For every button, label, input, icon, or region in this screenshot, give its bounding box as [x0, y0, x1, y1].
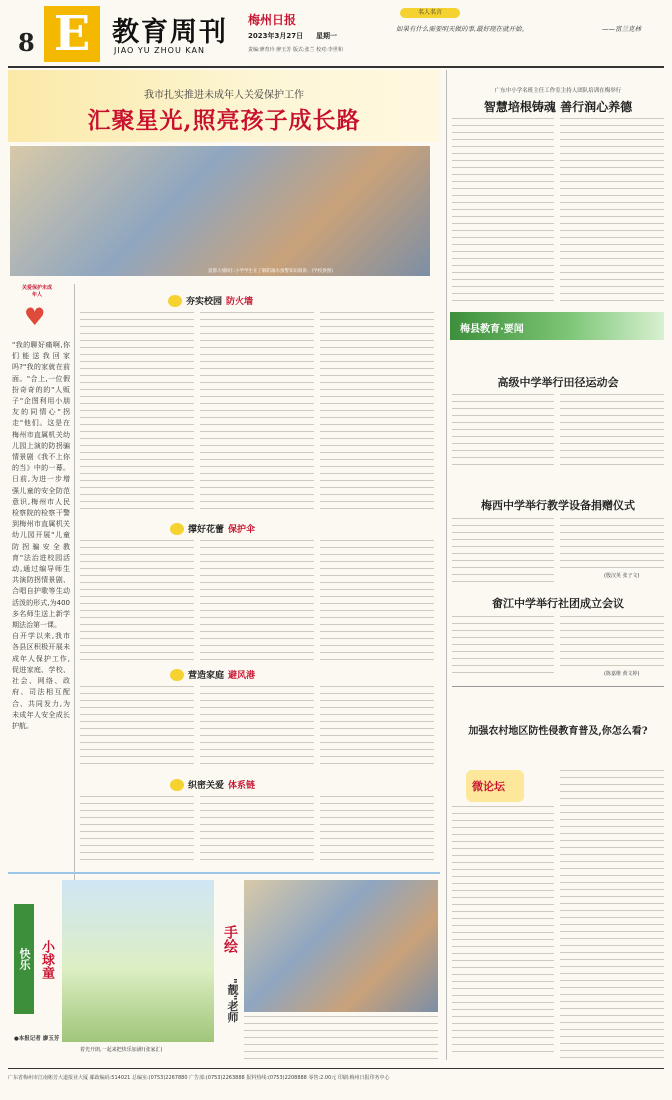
text-block: [560, 770, 664, 1058]
text-block: [200, 312, 314, 512]
subhead-care: 织密关爱 体系链: [170, 778, 255, 791]
text-block: [80, 686, 194, 766]
star-icon: [170, 669, 184, 681]
forum-tag: 微论坛: [472, 780, 505, 793]
hands-subtitle: "靓"老师: [226, 977, 239, 1023]
issue-date: 2023年3月27日: [248, 32, 304, 40]
text-block: [452, 806, 554, 1058]
masthead-rule: [8, 66, 664, 68]
divider: [8, 872, 440, 874]
news-2-title: 梅西中学举行教学设备捐赠仪式: [481, 499, 635, 512]
right-kicker: 广东中小学名班主任工作室主持人团队培训在梅举行: [494, 88, 622, 94]
motto-author: ——富兰克林: [602, 25, 641, 33]
motto-text: 如果有什么需要明天做的事,最好现在就开始。: [396, 25, 529, 33]
text-block: [200, 686, 314, 766]
main-kicker: 我市扎实推进未成年人关爱保护工作: [144, 90, 304, 101]
news-banner: [450, 312, 664, 340]
text-block: [560, 118, 664, 304]
text-block: [200, 796, 314, 864]
text-block: [452, 118, 554, 304]
text-block: [320, 312, 434, 512]
news-3-credit: (陈嘉维 黄文婷): [604, 671, 640, 677]
intro-text: "我的聊好痛啊,你们能送我回家吗?"我的家就在前面。"合上,一位假扮奇奇的的"人贩子"企图利用小朋友的同情心"拐走"他们。这是在梅州市直属机关幼儿园上演的防拐骗情景剧《我不上你的当》中的一幕。日前,为进一步增强儿童的安全防范意识,梅州市人民检察院的检察干警到梅州市直属机关幼儿园开展"儿童防拐骗安全教育"法治进校园活动,通过编导师生共演防拐情景剧、合唱自护歌等生动活泼的形式,为400多名师生送上新学期法治第一课。 自开学以来,我市各县区积极开展未成年人保护工作,促进家庭、学校、社会、网络、政府、司法相互配合、共同发力,为未成年人安全成长护航。: [12, 341, 70, 730]
kids-tag-1: 快乐: [14, 904, 34, 1014]
protection-logo: [12, 284, 62, 336]
hands-title: 手绘: [222, 925, 238, 953]
right-headline: 智慧培根铸魂 善行润心养德: [483, 100, 633, 114]
star-icon: [170, 523, 184, 535]
text-block: [560, 518, 664, 568]
forum-badge: [466, 770, 524, 802]
subhead-family: 营造家庭 避风港: [170, 668, 255, 681]
section-title: 教育周刊: [112, 17, 228, 48]
headline-banner: [8, 70, 440, 142]
text-block: [320, 686, 434, 766]
text-block: [452, 394, 554, 466]
text-block: [80, 796, 194, 864]
heart-hands-icon: ♥: [24, 303, 46, 331]
page-number: 8: [18, 28, 35, 57]
main-photo: [10, 146, 430, 276]
news-banner-title: 梅县教育·要闻: [460, 324, 524, 335]
main-photo-caption: 富都大埔同仁小学学生在了解防溺水预警知识演讲。(学校供图): [208, 269, 334, 274]
footer-rule: [8, 1068, 664, 1069]
paper-logo: 梅州日报: [248, 13, 297, 27]
intro-byline: ●本报记者 廖玉芳: [14, 1036, 60, 1042]
subhead-campus: 夯实校园 防火墙: [168, 294, 253, 307]
news-2-credit: (殷汉英 张子文): [604, 573, 640, 579]
column-divider: [446, 70, 447, 1060]
text-block: [320, 796, 434, 864]
news-3-title: 畲江中学举行社团成立会议: [492, 597, 624, 610]
text-block: [200, 540, 314, 660]
opinion-headline: 加强农村地区防性侵教育普及,你怎么看?: [468, 726, 648, 737]
text-block: [80, 312, 194, 512]
text-block: [80, 540, 194, 660]
subhead-flower: 撑好花蕾 保护伞: [170, 522, 255, 535]
main-headline: 汇聚星光,照亮孩子成长路: [87, 107, 361, 134]
hands-photo: [244, 880, 438, 1012]
news-1-title: 高级中学举行田径运动会: [497, 376, 619, 389]
text-block: [452, 616, 554, 678]
section-letter: E: [44, 6, 100, 62]
motto-tag: 名人名言: [400, 8, 460, 18]
star-icon: [170, 779, 184, 791]
masthead: [0, 0, 672, 66]
kids-photo: [62, 880, 214, 1042]
star-icon: [168, 295, 182, 307]
kids-tag-2: 小球童: [39, 939, 54, 979]
text-block: [244, 1016, 438, 1060]
text-block: [560, 616, 664, 666]
footer-text: 广东省梅州市江南彬芳大道报业大厦 邮政编码:514021 总编室:(0753)2267880 广告部:(0753)2263888 报料热线:(0753)2208888 零售:2.00元 印刷:梅州日报印务中心: [8, 1075, 390, 1081]
issue-weekday: 星期一: [316, 32, 337, 40]
text-block: [320, 540, 434, 660]
protection-logo-label: 关爱保护未成年人: [21, 285, 52, 298]
editors-line: 责编:廖育玲 廖玉芳 版式:张兰 校对:李世和: [248, 47, 343, 53]
section-pinyin: JIAO YU ZHOU KAN: [114, 46, 205, 55]
text-block: [560, 394, 664, 466]
divider: [452, 686, 664, 687]
text-block: [452, 518, 554, 582]
kids-photo-caption: 着光开朗,一起来把快乐加满!(张家汇): [80, 1047, 163, 1053]
